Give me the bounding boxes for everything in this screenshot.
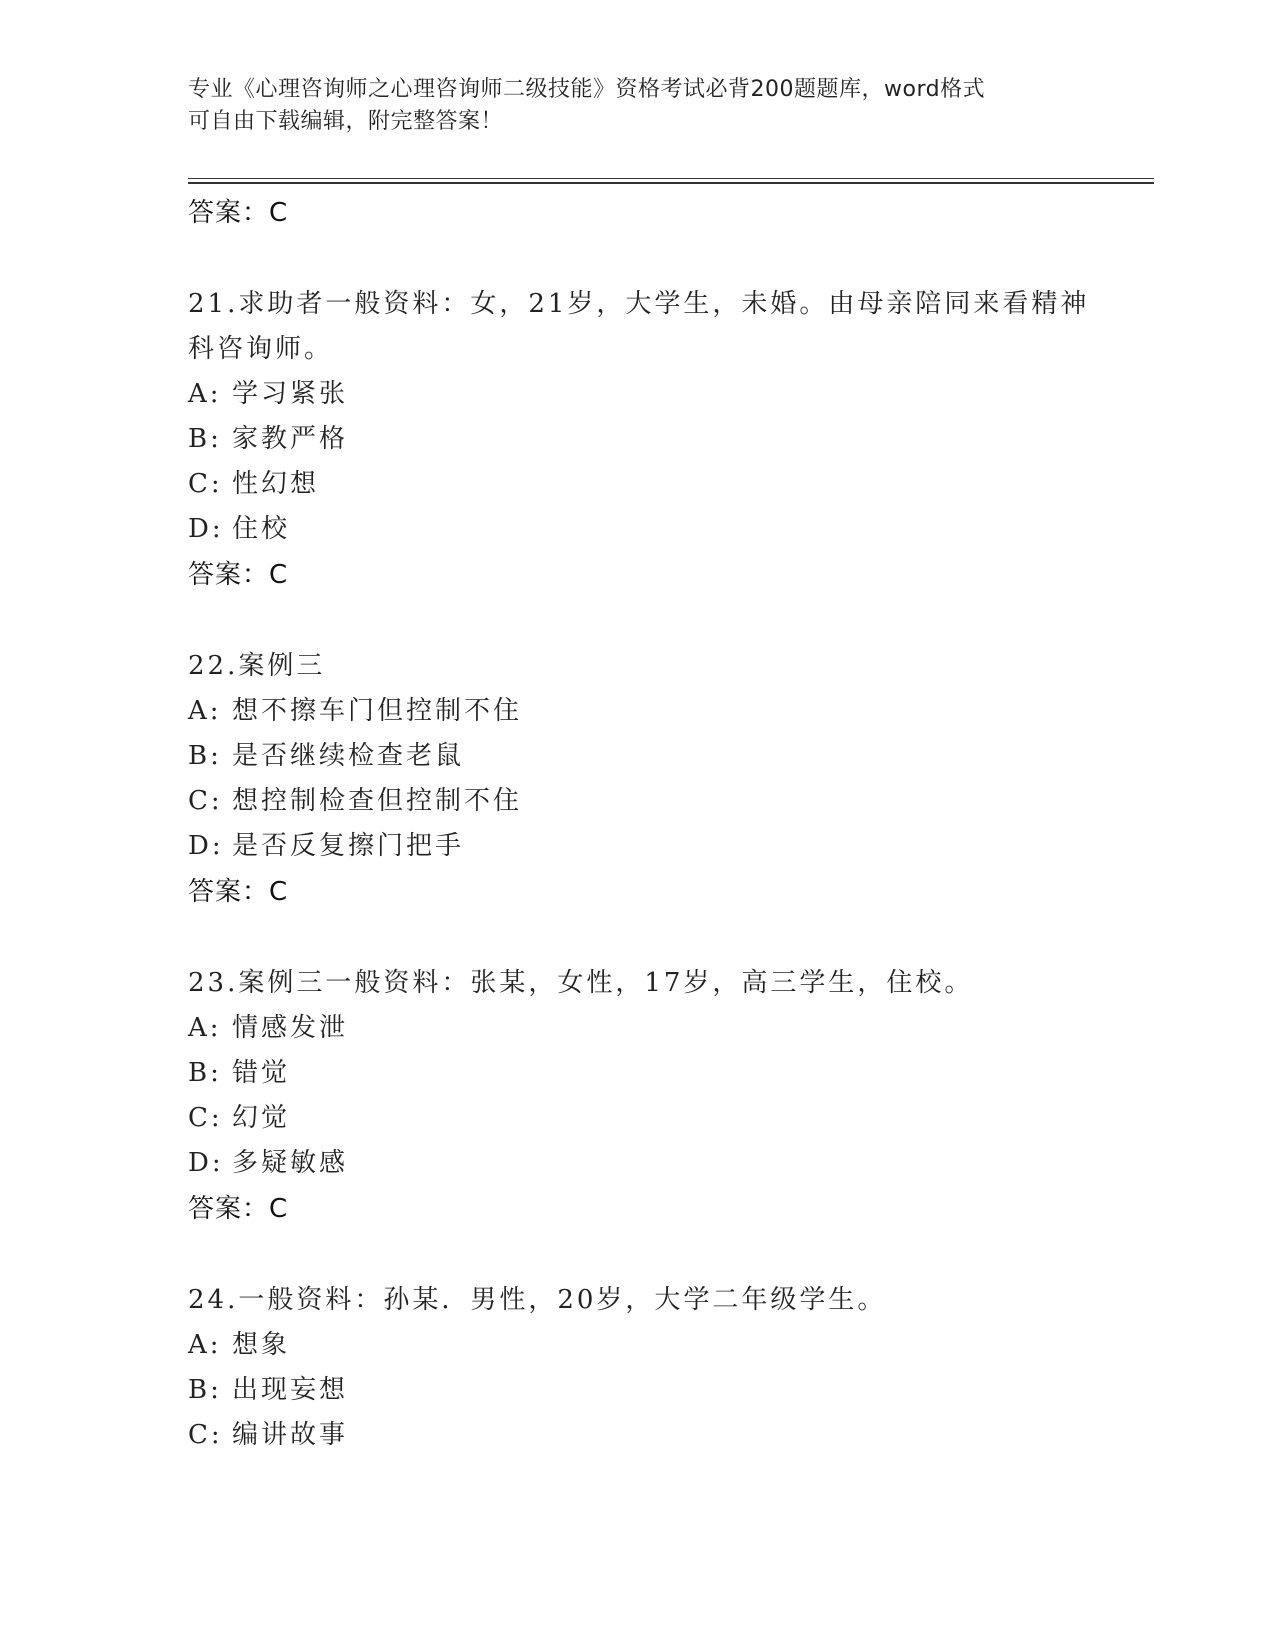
option-text: 想象 [232,1330,291,1360]
option-text: 出现妄想 [232,1375,349,1405]
option-text: 想不擦车门但控制不住 [232,696,523,726]
option-c [188,1413,1118,1458]
question-21-stem [188,282,1118,372]
option-letter: A: [188,1330,222,1360]
option-letter: C: [188,786,223,816]
option-text: 编讲故事 [232,1420,349,1450]
option-letter: A: [188,696,222,726]
question-stem-line: 21.求助者一般资料：女，21岁，大学生，未婚。由母亲陪同来看精神 [188,289,1090,319]
option-letter: A: [188,379,222,409]
answer-line: 答案：C [188,1194,289,1224]
question-22-stem [188,644,1118,689]
header-title-line-1: 专业《心理咨询师之心理咨询师二级技能》资格考试必背200题题库，word格式 [188,77,986,102]
header-divider-thick [188,182,1154,184]
option-c [188,1096,1118,1141]
option-letter: C: [188,1103,223,1133]
option-text: 多疑敏感 [232,1148,349,1178]
option-c [188,779,1118,824]
answer-line: 答案：C [188,560,289,590]
option-c [188,462,1118,507]
spacer [188,915,1118,961]
option-letter: C: [188,1420,223,1450]
option-text: 是否反复擦门把手 [232,831,465,861]
answer-line: 答案：C [188,198,289,228]
header-title-line-2: 可自由下载编辑，附完整答案！ [188,109,504,134]
page-header [188,74,1088,138]
option-letter: D: [188,831,224,861]
option-letter: D: [188,514,224,544]
option-letter: C: [188,469,223,499]
spacer [188,1232,1118,1278]
option-text: 家教严格 [232,424,349,454]
spacer [188,236,1118,282]
option-b [188,1051,1118,1096]
option-text: 情感发泄 [232,1013,349,1043]
question-stem-line: 24.一般资料：孙某．男性，20岁，大学二年级学生。 [188,1285,887,1315]
option-text: 性幻想 [232,469,320,499]
option-text: 学习紧张 [232,379,349,409]
option-a [188,1006,1118,1051]
option-letter: A: [188,1013,222,1043]
question-list [188,190,1118,1458]
option-b [188,734,1118,779]
option-a [188,372,1118,417]
option-a [188,1323,1118,1368]
header-divider-thin [188,178,1154,179]
option-text: 住校 [232,514,291,544]
question-23-stem [188,961,1118,1006]
option-d [188,507,1118,552]
option-letter: B: [188,424,222,454]
option-text: 错觉 [232,1058,291,1088]
question-stem-line: 23.案例三一般资料：张某，女性，17岁，高三学生，住校。 [188,968,974,998]
option-d [188,824,1118,869]
question-stem-line: 科咨询师。 [188,334,334,364]
option-text: 是否继续检查老鼠 [232,741,465,771]
option-text: 幻觉 [232,1103,291,1133]
option-text: 想控制检查但控制不住 [232,786,523,816]
option-letter: B: [188,741,222,771]
option-letter: B: [188,1058,222,1088]
question-stem-line: 22.案例三 [188,651,326,681]
option-d [188,1141,1118,1186]
question-24-stem [188,1278,1118,1323]
option-b [188,417,1118,462]
option-letter: D: [188,1148,224,1178]
option-a [188,689,1118,734]
option-letter: B: [188,1375,222,1405]
option-b [188,1368,1118,1413]
answer-line: 答案：C [188,877,289,907]
spacer [188,598,1118,644]
